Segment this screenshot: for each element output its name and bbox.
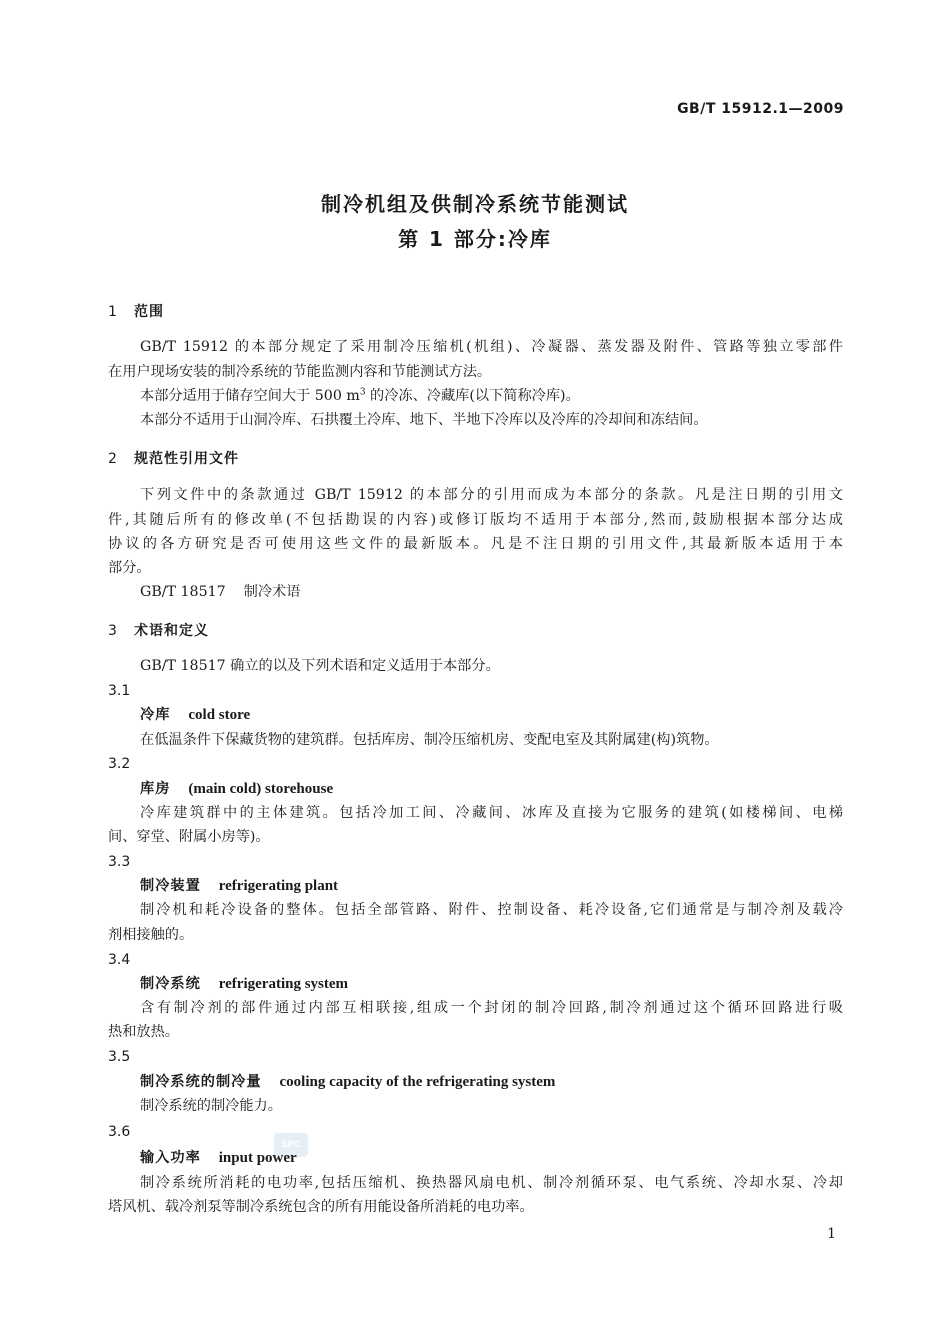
paragraph-line: 本部分不适用于山洞冷库、石拱覆土冷库、地下、半地下冷库以及冷库的冷却间和冻结间。 bbox=[140, 412, 708, 428]
clause-number: 3.3 bbox=[108, 854, 131, 870]
term-en: cooling capacity of the refrigerating system bbox=[279, 1074, 556, 1090]
paragraph-line: 件,其随后所有的修改单(不包括勘误的内容)或修订版均不适用于本部分,然而,鼓励根据本部分达成 bbox=[108, 512, 843, 528]
term-zh: 输入功率 bbox=[140, 1150, 201, 1166]
clause-number: 3.2 bbox=[108, 756, 131, 772]
section-title: 范围 bbox=[134, 304, 164, 320]
term-line bbox=[140, 876, 843, 896]
section-2-heading bbox=[108, 449, 843, 469]
term-line bbox=[140, 1072, 843, 1092]
term-en: (main cold) storehouse bbox=[188, 781, 334, 797]
watermark-logo: SPC bbox=[274, 1133, 308, 1157]
term-line bbox=[140, 705, 843, 725]
section-number: 2 bbox=[108, 451, 118, 467]
superscript: 3 bbox=[359, 387, 366, 398]
paragraph-line bbox=[140, 386, 843, 406]
document-title: 制冷机组及供制冷系统节能测试 bbox=[321, 192, 629, 216]
term-zh: 冷库 bbox=[140, 707, 171, 723]
definition-line: 含有制冷剂的部件通过内部互相联接,组成一个封闭的制冷回路,制冷剂通过这个循环回路进行吸 bbox=[140, 1000, 843, 1016]
document-subtitle: 第 1 部分:冷库 bbox=[398, 227, 552, 251]
definition-line: 剂相接触的。 bbox=[108, 927, 194, 943]
paragraph-line: 部分。 bbox=[108, 560, 151, 576]
section-1-heading bbox=[108, 302, 843, 322]
paragraph-line: 协议的各方研究是否可使用这些文件的最新版本。凡是不注日期的引用文件,其最新版本适用于本 bbox=[108, 536, 843, 552]
section-title: 规范性引用文件 bbox=[134, 451, 239, 467]
section-number: 3 bbox=[108, 623, 118, 639]
term-en: input power bbox=[218, 1150, 297, 1166]
clause-number: 3.4 bbox=[108, 952, 131, 968]
reference-item: GB/T 18517 制冷术语 bbox=[140, 584, 301, 600]
section-number: 1 bbox=[108, 304, 118, 320]
term-en: refrigerating system bbox=[218, 976, 349, 992]
clause-number: 3.6 bbox=[108, 1124, 131, 1140]
standard-code: GB/T 15912.1—2009 bbox=[677, 101, 844, 117]
paragraph-line: 下列文件中的条款通过 GB/T 15912 的本部分的引用而成为本部分的条款。凡是注日期的引用文 bbox=[140, 487, 843, 503]
term-line bbox=[140, 1148, 843, 1168]
term-zh: 制冷系统的制冷量 bbox=[140, 1074, 262, 1090]
term-en: cold store bbox=[188, 707, 251, 723]
term-zh: 制冷装置 bbox=[140, 878, 201, 894]
page-number: 1 bbox=[827, 1226, 836, 1242]
term-en: refrigerating plant bbox=[218, 878, 339, 894]
definition-line: 间、穿堂、附属小房等)。 bbox=[108, 829, 270, 845]
clause-number: 3.1 bbox=[108, 683, 131, 699]
definition-line: 制冷机和耗冷设备的整体。包括全部管路、附件、控制设备、耗冷设备,它们通常是与制冷剂及载冷 bbox=[140, 902, 843, 918]
text-span: 本部分适用于储存空间大于 500 m bbox=[140, 388, 360, 404]
definition-line: 制冷系统的制冷能力。 bbox=[140, 1098, 282, 1114]
paragraph-line: GB/T 18517 确立的以及下列术语和定义适用于本部分。 bbox=[140, 658, 500, 674]
definition-line: 冷库建筑群中的主体建筑。包括冷加工间、冷藏间、冰库及直接为它服务的建筑(如楼梯间、电梯 bbox=[140, 805, 843, 821]
text-span: 的冷冻、冷藏库(以下简称冷库)。 bbox=[365, 388, 580, 404]
term-zh: 制冷系统 bbox=[140, 976, 201, 992]
paragraph-line: 在用户现场安装的制冷系统的节能监测内容和节能测试方法。 bbox=[108, 364, 492, 380]
term-line bbox=[140, 779, 843, 799]
definition-line: 在低温条件下保藏货物的建筑群。包括库房、制冷压缩机房、变配电室及其附属建(构)筑物。 bbox=[140, 732, 719, 748]
section-3-heading bbox=[108, 621, 843, 641]
definition-line: 塔风机、载冷剂泵等制冷系统包含的所有用能设备所消耗的电功率。 bbox=[108, 1199, 534, 1215]
paragraph-line: GB/T 15912 的本部分规定了采用制冷压缩机(机组)、冷凝器、蒸发器及附件、管路等独立零部件 bbox=[140, 339, 843, 355]
term-zh: 库房 bbox=[140, 781, 171, 797]
term-line bbox=[140, 974, 843, 994]
section-title: 术语和定义 bbox=[134, 623, 209, 639]
definition-line: 热和放热。 bbox=[108, 1024, 179, 1040]
definition-line: 制冷系统所消耗的电功率,包括压缩机、换热器风扇电机、制冷剂循环泵、电气系统、冷却水泵、冷却 bbox=[140, 1175, 843, 1191]
clause-number: 3.5 bbox=[108, 1049, 131, 1065]
